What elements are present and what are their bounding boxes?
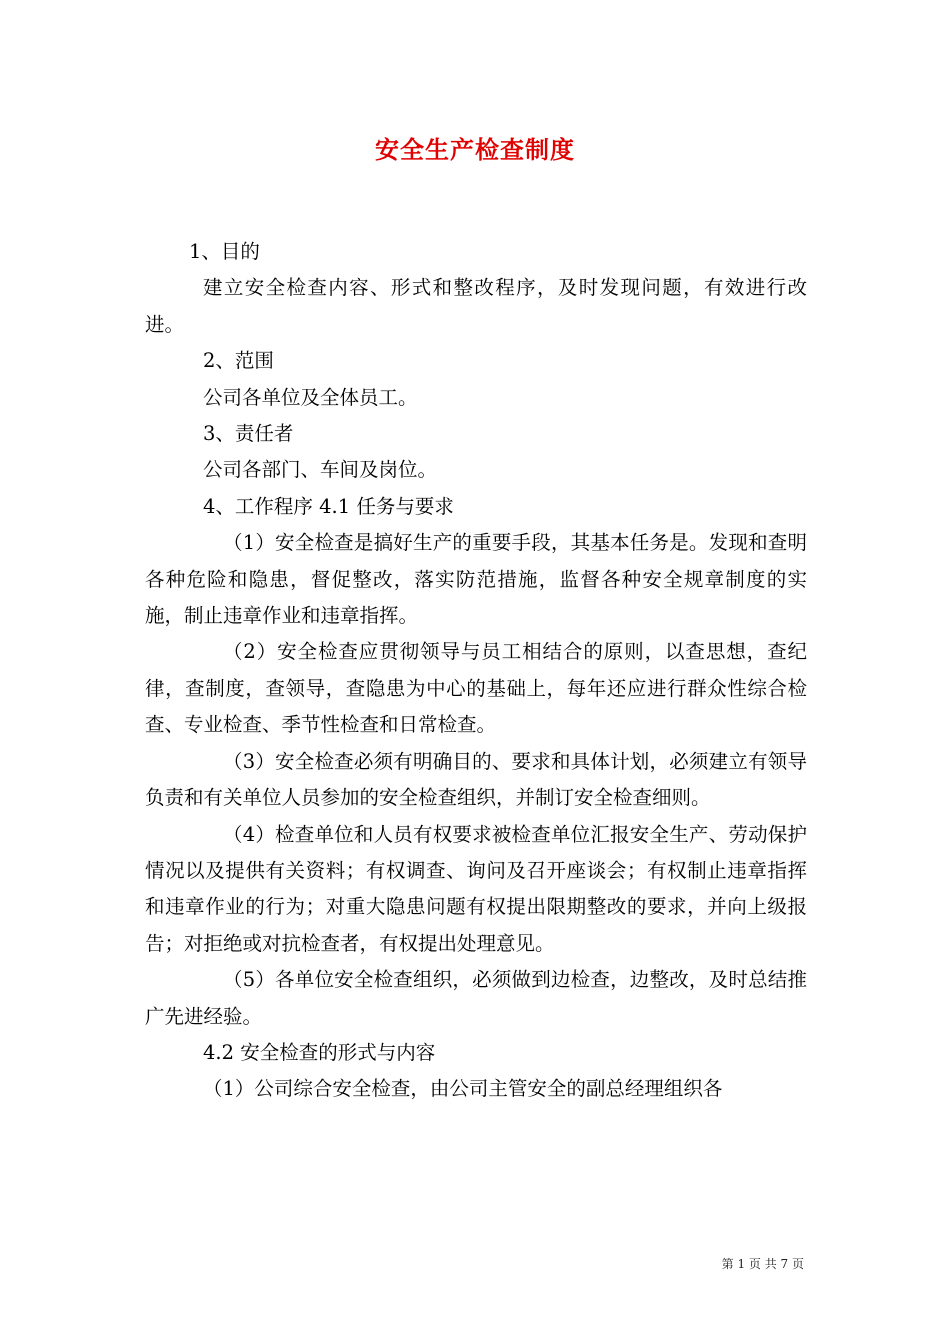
paragraph-item-5: （5）各单位安全检查组织，必须做到边检查，边整改，及时总结推广先进经验。: [145, 968, 807, 1028]
paragraph-purpose: 建立安全检查内容、形式和整改程序，及时发现问题，有效进行改进。: [145, 276, 807, 336]
section-heading-procedure: 4、工作程序 4.1 任务与要求: [203, 494, 454, 518]
section-heading-responsible: 3、责任者: [203, 422, 294, 446]
paragraph-forms-item-1: （1）公司综合安全检查，由公司主管安全的副总经理组织各: [203, 1077, 723, 1101]
paragraph-item-4: （4）检查单位和人员有权要求被检查单位汇报安全生产、劳动保护情况以及提供有关资料；有权调查、询问及召开座谈会；有权制止违章指挥和违章作业的行为；对重大隐患问题有权提出限期整改的要求，并向上级报告；对拒绝或对抗检查者，有权提出处理意见。: [145, 822, 807, 955]
section-heading-purpose: 1、目的: [189, 240, 260, 263]
page-number: 第 1 页 共 7 页: [721, 1257, 804, 1271]
document-title: 安全生产检查制度: [375, 135, 575, 164]
paragraph-scope: 公司各单位及全体员工。: [203, 385, 418, 409]
section-heading-forms: 4.2 安全检查的形式与内容: [203, 1040, 436, 1064]
document-body: [145, 234, 807, 1108]
paragraph-responsible: 公司各部门、车间及岗位。: [203, 458, 438, 482]
paragraph-item-1: （1）安全检查是搞好生产的重要手段，其基本任务是。发现和查明各种危险和隐患，督促整改，落实防范措施，监督各种安全规章制度的实施，制止违章作业和违章指挥。: [145, 531, 807, 628]
paragraph-item-2: （2）安全检查应贯彻领导与员工相结合的原则，以查思想，查纪律，查制度，查领导，查隐患为中心的基础上，每年还应进行群众性综合检查、专业检查、季节性检查和日常检查。: [145, 640, 807, 737]
section-heading-scope: 2、范围: [203, 349, 274, 373]
paragraph-item-3: （3）安全检查必须有明确目的、要求和具体计划，必须建立有领导负责和有关单位人员参加的安全检查组织，并制订安全检查细则。: [145, 749, 807, 810]
